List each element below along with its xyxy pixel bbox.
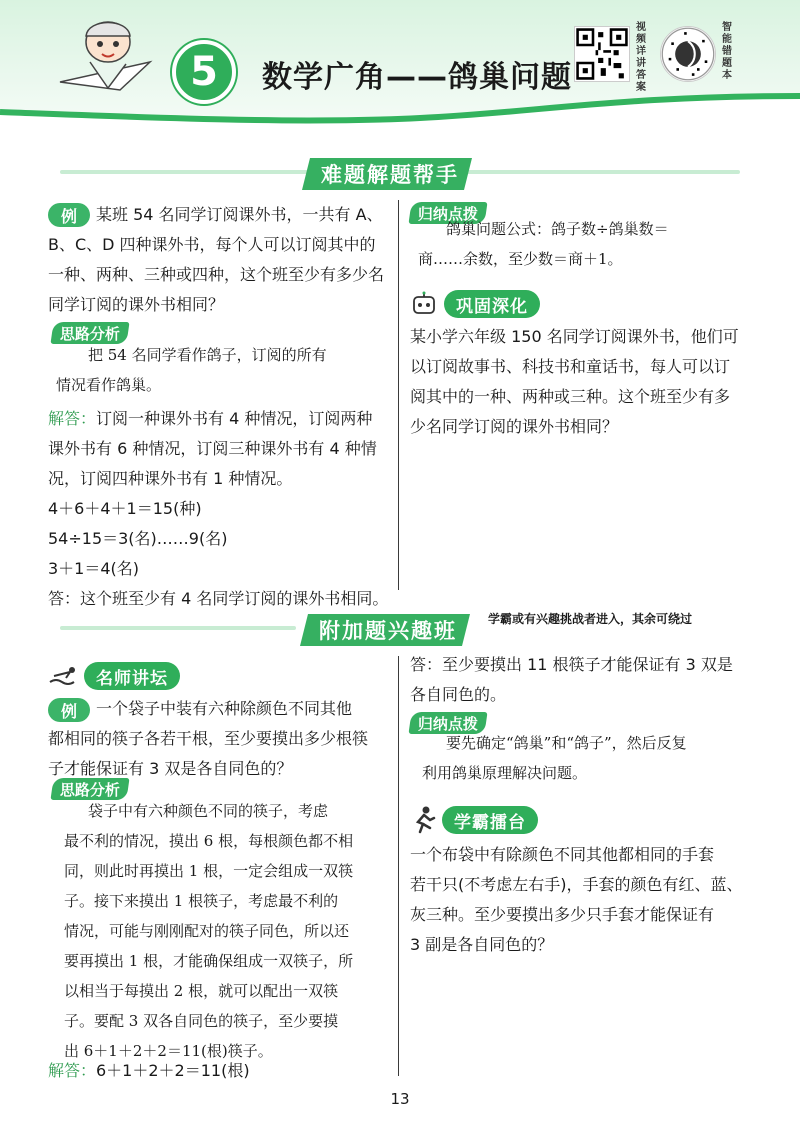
example-line-1: 一个袋子中装有六种除颜色不同其他 [96, 699, 353, 718]
example-line-3: 一种、两种、三种或四种，这个班至少有多少名 [48, 265, 385, 284]
qr-code-error-book[interactable] [660, 26, 716, 82]
answer-line-2: 课外书有 6 种情况，订阅三种课外书有 4 种情 [48, 439, 377, 458]
answer-line-7: 答：这个班至少有 4 名同学订阅的课外书相同。 [48, 589, 389, 608]
summary-line-1: 鸽巢问题公式：鸽子数÷鸽巢数＝ [446, 220, 669, 238]
challenge-heading [410, 806, 538, 834]
chapter-title: 数学广角——鸽巢问题 [262, 60, 572, 95]
answer-line-5: 54÷15＝3(名)……9(名) [48, 529, 228, 548]
challenge-line-3: 灰三种。至少要摸出多少只手套才能保证有 [410, 905, 715, 924]
practice-line-2: 以订阅故事书、科技书和童话书，每人可以订 [410, 357, 731, 376]
analysis-line-2: 最不利的情况，摸出 6 根，每根颜色都不相 [64, 832, 354, 850]
qr-label-video: 视频详讲答案 [636, 22, 646, 93]
chapter-number: 5 [172, 40, 236, 104]
page-header [0, 0, 800, 150]
runner-icon [410, 806, 436, 834]
analysis-tag-label: 思路分析 [60, 780, 121, 799]
banner-title: 难题解题帮手 [321, 163, 459, 187]
answer-line-4: 4＋6＋4＋1＝15(种) [48, 499, 202, 518]
swimmer-icon [48, 664, 78, 688]
summary-tag-label: 归纳点拨 [418, 714, 479, 733]
example-line-3: 子才能保证有 3 双是各自同色的？ [48, 759, 293, 778]
analysis-line-4: 子。接下来摸出 1 根筷子，考虑最不利的 [64, 892, 339, 910]
example-badge: 例 [48, 698, 90, 722]
qr-label-error-book: 智能错题本 [722, 22, 732, 81]
challenge-line-1: 一个布袋中有除颜色不同其他都相同的手套 [410, 845, 715, 864]
example-line-4: 同学订阅的课外书相同？ [48, 295, 225, 314]
answer-line-6: 3＋1＝4(名) [48, 559, 140, 578]
summary-line-2: 利用鸽巢原理解决问题。 [422, 764, 588, 782]
summary-line-1: 要先确定“鸽巢”和“鸽子”，然后反复 [446, 734, 687, 752]
challenge-line-2: 若干只(不考虑左右手)，手套的颜色有红、蓝、 [410, 875, 743, 894]
analysis-line-9: 出 6＋1＋2＋2＝11(根)筷子。 [64, 1042, 273, 1060]
practice-line-3: 阅其中的一种、两种或三种。这个班至少有多 [410, 387, 731, 406]
analysis-line-7: 以相当于每摸出 2 根，就可以配出一双筷 [64, 982, 339, 1000]
challenge-line-4: 3 副是各自同色的？ [410, 935, 554, 954]
banner-title: 附加题兴趣班 [319, 619, 457, 643]
conclusion-line-2: 各自同色的。 [410, 685, 507, 704]
analysis-tag-label: 思路分析 [60, 324, 121, 343]
practice-line-1: 某小学六年级 150 名同学订阅课外书，他们可 [410, 327, 739, 346]
summary-tag-label: 归纳点拨 [418, 204, 479, 223]
answer-line-3: 况，订阅四种课外书有 1 种情况。 [48, 469, 293, 488]
analysis-line-5: 情况，可能与刚刚配对的筷子同色，所以还 [64, 922, 350, 940]
answer-equation: 6＋1＋2＋2＝11(根) [96, 1061, 250, 1080]
example-line-2: 都相同的筷子各若干根，至少要摸出多少根筷 [48, 729, 369, 748]
analysis-line-8: 子。要配 3 双各自同色的筷子，至少要摸 [64, 1012, 339, 1030]
mascot-illustration [50, 12, 160, 102]
answer-label: 解答： [48, 409, 97, 428]
practice-heading [410, 290, 540, 318]
column-divider [398, 656, 399, 1076]
example-badge: 例 [48, 203, 90, 227]
conclusion-line-1: 答：至少要摸出 11 根筷子才能保证有 3 双是 [410, 655, 733, 674]
answer-label: 解答： [48, 1061, 97, 1080]
column-divider [398, 200, 399, 590]
answer-line-1: 订阅一种课外书有 4 种情况，订阅两种 [96, 409, 373, 428]
practice-title: 巩固深化 [444, 290, 540, 318]
teacher-heading [48, 662, 180, 690]
practice-line-4: 少名同学订阅的课外书相同？ [410, 417, 619, 436]
analysis-line-3: 同，则此时再摸出 1 根，一定会组成一双筷 [64, 862, 354, 880]
teacher-title: 名师讲坛 [84, 662, 180, 690]
analysis-line-1: 把 54 名同学看作鸽子，订阅的所有 [88, 346, 327, 364]
page-number: 13 [390, 1090, 410, 1108]
robot-icon [410, 291, 438, 317]
section-banner-extra [298, 612, 478, 648]
analysis-line-2: 情况看作鸽巢。 [56, 376, 162, 394]
example-line-1: 某班 54 名同学订阅课外书，一共有 A、 [96, 205, 383, 224]
challenge-title: 学霸擂台 [442, 806, 538, 834]
analysis-line-6: 要再摸出 1 根，才能确保组成一双筷子，所 [64, 952, 354, 970]
banner-note: 学霸或有兴趣挑战者进入，其余可绕过 [488, 612, 693, 626]
summary-line-2: 商……余数，至少数＝商＋1。 [418, 250, 623, 268]
analysis-line-1: 袋子中有六种颜色不同的筷子，考虑 [88, 802, 329, 820]
section-banner-difficult [300, 156, 480, 192]
qr-code-video[interactable] [574, 26, 630, 82]
section-rule [60, 626, 296, 630]
example-line-2: B、C、D 四种课外书，每个人可以订阅其中的 [48, 235, 376, 254]
